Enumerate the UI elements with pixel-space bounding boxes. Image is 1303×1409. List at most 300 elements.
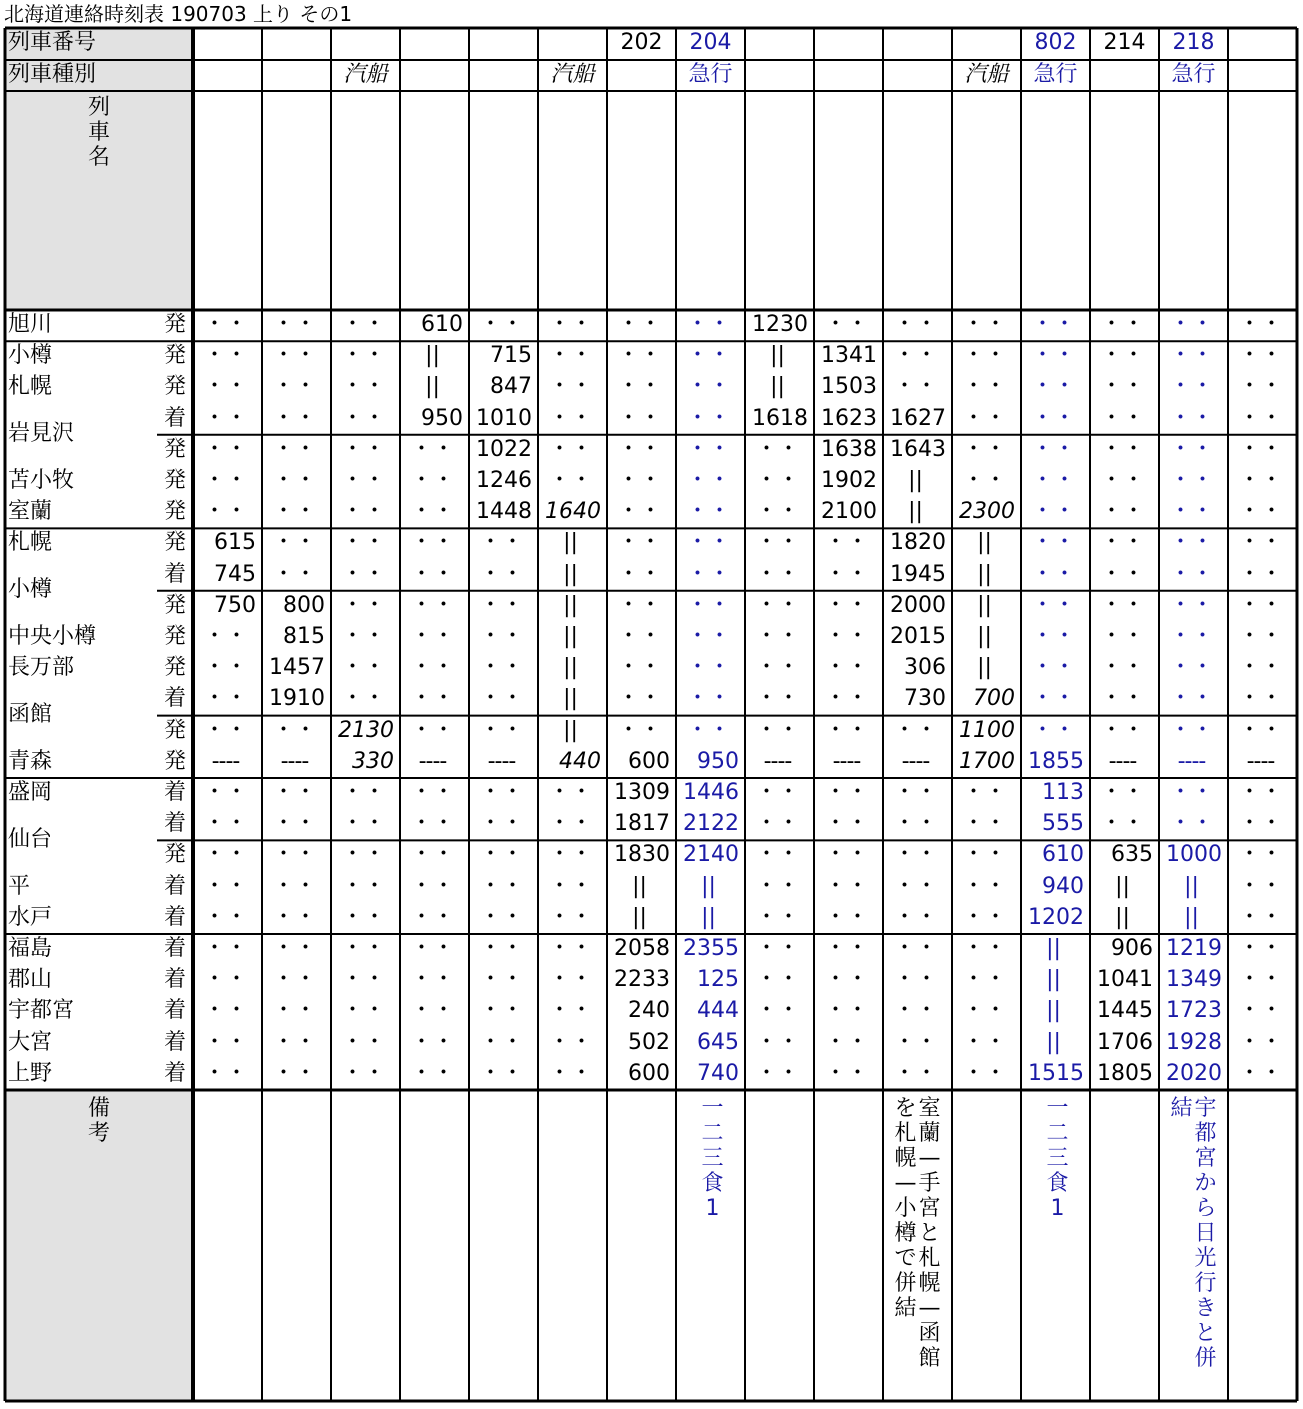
time-cell: ・・ xyxy=(893,780,938,805)
time-cell: 950 xyxy=(697,748,739,774)
time-cell: ・・ xyxy=(479,655,524,681)
arr-dep-marker: 発 xyxy=(163,842,186,868)
time-cell: ・・ xyxy=(686,312,731,337)
time-cell: ・・ xyxy=(1238,1060,1283,1086)
time-cell: ・・ xyxy=(479,624,524,649)
arr-dep-marker: 発 xyxy=(163,530,186,556)
time-cell: ・・ xyxy=(824,1060,869,1086)
station-name: 青森 xyxy=(8,748,53,774)
time-cell: ・・ xyxy=(272,1029,317,1055)
time-cell: ・・ xyxy=(1100,374,1145,400)
time-cell: ・・ xyxy=(272,374,317,400)
time-cell: ・・ xyxy=(1238,655,1283,681)
time-cell: ・・ xyxy=(1100,468,1145,493)
notes-label: 備 考 xyxy=(87,1096,110,1146)
time-cell: 847 xyxy=(490,374,532,400)
time-cell: ・・ xyxy=(410,936,455,961)
time-cell: ・・ xyxy=(272,717,317,743)
time-cell: 113 xyxy=(1042,780,1084,805)
time-cell: || xyxy=(908,468,923,493)
time-cell: 745 xyxy=(214,561,256,587)
time-cell: ・・ xyxy=(617,686,662,712)
time-cell: 635 xyxy=(1111,842,1153,868)
train-type: 急行 xyxy=(688,62,733,87)
time-cell: ・・ xyxy=(755,655,800,681)
time-cell: ・・ xyxy=(1031,312,1076,337)
time-cell: 1041 xyxy=(1097,967,1153,993)
time-cell: 444 xyxy=(697,998,739,1024)
train-number: 202 xyxy=(620,30,663,55)
time-cell: ・・ xyxy=(1238,998,1283,1024)
time-cell: 615 xyxy=(214,530,256,556)
time-cell: 1627 xyxy=(890,405,946,431)
time-cell: ・・ xyxy=(272,561,317,587)
arr-dep-marker: 発 xyxy=(163,499,186,525)
time-cell: ・・ xyxy=(755,1029,800,1055)
time-cell: 1246 xyxy=(476,468,532,493)
time-cell: 1515 xyxy=(1028,1060,1084,1086)
time-cell: ・・ xyxy=(548,873,593,899)
time-cell: ・・ xyxy=(962,780,1007,805)
time-cell: ・・ xyxy=(893,998,938,1024)
time-cell: ・・ xyxy=(824,998,869,1024)
time-cell: ・・ xyxy=(479,1029,524,1055)
time-cell: ・・ xyxy=(1238,1029,1283,1055)
time-cell: ・・ xyxy=(548,998,593,1024)
time-cell: ・・ xyxy=(617,405,662,431)
time-cell: || xyxy=(977,561,992,587)
time-cell: ・・ xyxy=(962,873,1007,899)
time-cell: 610 xyxy=(421,312,463,337)
time-cell: 440 xyxy=(559,748,601,774)
time-cell: ・・ xyxy=(410,561,455,587)
time-cell: ・・ xyxy=(341,499,386,525)
time-cell: ・・ xyxy=(1238,312,1283,337)
time-cell: ・・ xyxy=(548,936,593,961)
time-cell: ・・ xyxy=(203,936,248,961)
time-cell: ・・ xyxy=(962,374,1007,400)
train-number: 204 xyxy=(689,30,732,55)
time-cell: || xyxy=(563,686,578,712)
time-cell: ・・ xyxy=(962,312,1007,337)
time-cell: || xyxy=(1184,873,1199,899)
time-cell: ---- xyxy=(763,748,792,774)
time-cell: ・・ xyxy=(203,998,248,1024)
time-cell: ・・ xyxy=(1169,717,1214,743)
time-cell: ・・ xyxy=(1238,343,1283,369)
time-cell: ・・ xyxy=(893,936,938,961)
time-cell: ・・ xyxy=(1238,592,1283,618)
time-cell: ・・ xyxy=(1238,936,1283,961)
time-cell: ・・ xyxy=(203,904,248,930)
station-name: 上野 xyxy=(8,1060,53,1086)
train-type: 汽船 xyxy=(964,62,1009,87)
time-cell: ・・ xyxy=(824,1029,869,1055)
train-type: 汽船 xyxy=(343,62,388,87)
time-cell: ・・ xyxy=(410,780,455,805)
time-cell: ・・ xyxy=(203,655,248,681)
time-cell: 502 xyxy=(628,1029,670,1055)
time-cell: 555 xyxy=(1042,811,1084,837)
time-cell: ・・ xyxy=(410,436,455,462)
time-cell: 800 xyxy=(283,592,325,618)
time-cell: ・・ xyxy=(272,312,317,337)
time-cell: ・・ xyxy=(686,717,731,743)
time-cell: ・・ xyxy=(548,842,593,868)
time-cell: ・・ xyxy=(824,561,869,587)
time-cell: ・・ xyxy=(479,530,524,556)
time-cell: || xyxy=(1046,967,1061,993)
time-cell: || xyxy=(1046,1029,1061,1055)
time-cell: ・・ xyxy=(1100,686,1145,712)
time-cell: ・・ xyxy=(410,998,455,1024)
time-cell: ・・ xyxy=(617,436,662,462)
time-cell: ・・ xyxy=(203,717,248,743)
time-cell: ・・ xyxy=(824,592,869,618)
time-cell: ---- xyxy=(280,748,309,774)
time-cell: || xyxy=(563,655,578,681)
time-cell: 1945 xyxy=(890,561,946,587)
time-cell: ・・ xyxy=(824,312,869,337)
time-cell: 1022 xyxy=(476,436,532,462)
time-cell: ・・ xyxy=(410,499,455,525)
time-cell: ・・ xyxy=(479,717,524,743)
time-cell: ・・ xyxy=(410,686,455,712)
time-cell: || xyxy=(1115,904,1130,930)
time-cell: ・・ xyxy=(272,967,317,993)
time-cell: 125 xyxy=(697,967,739,993)
time-cell: || xyxy=(977,624,992,649)
time-cell: ・・ xyxy=(617,655,662,681)
time-cell: 950 xyxy=(421,405,463,431)
time-cell: ・・ xyxy=(617,592,662,618)
time-cell: ・・ xyxy=(203,1060,248,1086)
time-cell: ・・ xyxy=(1031,343,1076,369)
time-cell: ・・ xyxy=(1238,530,1283,556)
time-cell: ・・ xyxy=(272,499,317,525)
time-cell: ・・ xyxy=(617,717,662,743)
time-cell: ---- xyxy=(487,748,516,774)
time-cell: ・・ xyxy=(893,811,938,837)
time-cell: ・・ xyxy=(341,1029,386,1055)
time-cell: ・・ xyxy=(272,904,317,930)
time-cell: ・・ xyxy=(341,468,386,493)
time-cell: ・・ xyxy=(203,312,248,337)
time-cell: ・・ xyxy=(1169,405,1214,431)
time-cell: ・・ xyxy=(548,374,593,400)
time-cell: ・・ xyxy=(1100,343,1145,369)
arr-dep-marker: 発 xyxy=(163,655,186,681)
train-number: 802 xyxy=(1034,30,1077,55)
time-cell: ・・ xyxy=(479,998,524,1024)
train-type-label: 列車種別 xyxy=(8,62,97,87)
time-cell: ・・ xyxy=(1169,343,1214,369)
time-cell: ・・ xyxy=(962,967,1007,993)
time-cell: ・・ xyxy=(1238,717,1283,743)
time-cell: || xyxy=(1046,998,1061,1024)
time-cell: ・・ xyxy=(203,374,248,400)
time-cell: ・・ xyxy=(548,967,593,993)
time-cell: 2355 xyxy=(683,936,739,961)
time-cell: ・・ xyxy=(1238,811,1283,837)
time-cell: ・・ xyxy=(1100,312,1145,337)
time-cell: || xyxy=(563,717,578,743)
time-cell: ・・ xyxy=(1169,499,1214,525)
time-cell: ・・ xyxy=(1238,405,1283,431)
time-cell: ・・ xyxy=(824,655,869,681)
time-cell: ・・ xyxy=(203,405,248,431)
time-cell: ---- xyxy=(1177,748,1206,774)
time-cell: ---- xyxy=(211,748,240,774)
time-cell: 1010 xyxy=(476,405,532,431)
time-cell: 1202 xyxy=(1028,904,1084,930)
time-cell: ・・ xyxy=(341,904,386,930)
arr-dep-marker: 発 xyxy=(163,717,186,743)
station-name: 福島 xyxy=(8,936,53,961)
time-cell: 1219 xyxy=(1166,936,1222,961)
time-cell: ・・ xyxy=(1238,842,1283,868)
time-cell: 1640 xyxy=(545,499,601,525)
time-cell: ・・ xyxy=(1169,561,1214,587)
time-cell: ・・ xyxy=(272,873,317,899)
time-cell: ・・ xyxy=(824,717,869,743)
time-cell: 1706 xyxy=(1097,1029,1153,1055)
arr-dep-marker: 着 xyxy=(163,405,186,431)
time-cell: ・・ xyxy=(341,312,386,337)
time-cell: ・・ xyxy=(341,873,386,899)
page-title: 北海道連絡時刻表 190703 上り その1 xyxy=(4,2,353,26)
train-type: 急行 xyxy=(1033,62,1078,87)
time-cell: ・・ xyxy=(755,842,800,868)
time-cell: || xyxy=(563,592,578,618)
time-cell: ・・ xyxy=(617,499,662,525)
time-cell: ・・ xyxy=(686,624,731,649)
time-cell: ・・ xyxy=(1100,436,1145,462)
arr-dep-marker: 着 xyxy=(163,936,186,961)
time-cell: || xyxy=(632,904,647,930)
time-cell: ・・ xyxy=(203,811,248,837)
time-cell: ・・ xyxy=(686,436,731,462)
time-cell: ・・ xyxy=(1031,592,1076,618)
time-cell: 1700 xyxy=(959,748,1015,774)
time-cell: ・・ xyxy=(824,904,869,930)
time-cell: ・・ xyxy=(548,1029,593,1055)
time-cell: 2300 xyxy=(959,499,1015,525)
time-cell: 1817 xyxy=(614,811,670,837)
time-cell: ・・ xyxy=(1031,717,1076,743)
time-cell: ・・ xyxy=(962,1029,1007,1055)
station-name: 札幌 xyxy=(8,530,53,556)
arr-dep-marker: 発 xyxy=(163,436,186,462)
time-cell: ・・ xyxy=(893,967,938,993)
time-cell: 1910 xyxy=(269,686,325,712)
time-cell: || xyxy=(770,343,785,369)
time-cell: || xyxy=(632,873,647,899)
time-cell: ・・ xyxy=(203,780,248,805)
arr-dep-marker: 着 xyxy=(163,561,186,587)
time-cell: ・・ xyxy=(755,811,800,837)
time-cell: 1100 xyxy=(959,717,1015,743)
train-note: 一 二 三 食 1 xyxy=(1046,1096,1069,1221)
time-cell: ・・ xyxy=(1169,624,1214,649)
train-number-label: 列車番号 xyxy=(8,30,97,55)
time-cell: ・・ xyxy=(824,686,869,712)
time-cell: ・・ xyxy=(755,624,800,649)
time-cell: ・・ xyxy=(1031,655,1076,681)
time-cell: ・・ xyxy=(1169,655,1214,681)
time-cell: || xyxy=(1184,904,1199,930)
station-name: 盛岡 xyxy=(8,780,53,805)
time-cell: 2020 xyxy=(1166,1060,1222,1086)
time-cell: ・・ xyxy=(755,936,800,961)
time-cell: 906 xyxy=(1111,936,1153,961)
time-cell: ・・ xyxy=(1238,436,1283,462)
time-cell: ・・ xyxy=(1238,967,1283,993)
time-cell: 1457 xyxy=(269,655,325,681)
time-cell: || xyxy=(908,499,923,525)
time-cell: 645 xyxy=(697,1029,739,1055)
station-name: 室蘭 xyxy=(8,499,53,525)
time-cell: 1638 xyxy=(821,436,877,462)
time-cell: 2058 xyxy=(614,936,670,961)
time-cell: ・・ xyxy=(1238,904,1283,930)
time-cell: ・・ xyxy=(272,530,317,556)
time-cell: ・・ xyxy=(203,468,248,493)
time-cell: ---- xyxy=(1108,748,1137,774)
time-cell: ・・ xyxy=(1169,686,1214,712)
arr-dep-marker: 着 xyxy=(163,1029,186,1055)
time-cell: ・・ xyxy=(272,780,317,805)
time-cell: 1928 xyxy=(1166,1029,1222,1055)
time-cell: ・・ xyxy=(1169,530,1214,556)
time-cell: ・・ xyxy=(1100,405,1145,431)
time-cell: ・・ xyxy=(1169,374,1214,400)
time-cell: ・・ xyxy=(1031,686,1076,712)
time-cell: ・・ xyxy=(686,343,731,369)
arr-dep-marker: 着 xyxy=(163,780,186,805)
time-cell: 730 xyxy=(904,686,946,712)
time-cell: ・・ xyxy=(824,530,869,556)
time-cell: ・・ xyxy=(341,592,386,618)
time-cell: ・・ xyxy=(548,904,593,930)
time-cell: ・・ xyxy=(203,499,248,525)
arr-dep-marker: 発 xyxy=(163,592,186,618)
time-cell: ・・ xyxy=(617,624,662,649)
arr-dep-marker: 着 xyxy=(163,998,186,1024)
time-cell: ・・ xyxy=(410,717,455,743)
time-cell: ・・ xyxy=(1169,780,1214,805)
time-cell: ・・ xyxy=(1238,561,1283,587)
time-cell: ・・ xyxy=(1238,780,1283,805)
time-cell: ・・ xyxy=(548,811,593,837)
train-note: 宇 都 宮 か ら 日 光 行 き と 併 結 xyxy=(1170,1096,1217,1371)
time-cell: ・・ xyxy=(962,436,1007,462)
time-cell: 2015 xyxy=(890,624,946,649)
train-number: 214 xyxy=(1103,30,1146,55)
time-cell: 610 xyxy=(1042,842,1084,868)
time-cell: ・・ xyxy=(824,842,869,868)
train-type: 汽船 xyxy=(550,62,595,87)
time-cell: ・・ xyxy=(341,561,386,587)
time-cell: ・・ xyxy=(341,686,386,712)
arr-dep-marker: 発 xyxy=(163,343,186,369)
time-cell: ---- xyxy=(901,748,930,774)
time-cell: 306 xyxy=(904,655,946,681)
time-cell: ・・ xyxy=(1238,468,1283,493)
station-name: 中央小樽 xyxy=(8,624,97,649)
time-cell: ・・ xyxy=(1100,624,1145,649)
time-cell: ・・ xyxy=(272,1060,317,1086)
time-cell: ・・ xyxy=(755,686,800,712)
time-cell: ・・ xyxy=(1238,686,1283,712)
time-cell: || xyxy=(1115,873,1130,899)
time-cell: ・・ xyxy=(686,561,731,587)
time-cell: 240 xyxy=(628,998,670,1024)
time-cell: ・・ xyxy=(1031,499,1076,525)
time-cell: ・・ xyxy=(410,904,455,930)
time-cell: 2000 xyxy=(890,592,946,618)
time-cell: ・・ xyxy=(341,436,386,462)
train-note: 一 二 三 食 1 xyxy=(701,1096,724,1221)
time-cell: 1445 xyxy=(1097,998,1153,1024)
time-cell: 1618 xyxy=(752,405,808,431)
time-cell: ・・ xyxy=(1238,499,1283,525)
station-name: 苫小牧 xyxy=(8,468,75,493)
time-cell: ・・ xyxy=(341,811,386,837)
time-cell: ・・ xyxy=(341,374,386,400)
time-cell: ・・ xyxy=(479,312,524,337)
time-cell: ・・ xyxy=(755,530,800,556)
time-cell: 940 xyxy=(1042,873,1084,899)
time-cell: 1723 xyxy=(1166,998,1222,1024)
time-cell: 740 xyxy=(697,1060,739,1086)
time-cell: ・・ xyxy=(410,811,455,837)
time-cell: ・・ xyxy=(410,873,455,899)
time-cell: ・・ xyxy=(686,405,731,431)
time-cell: ・・ xyxy=(1031,561,1076,587)
time-cell: ・・ xyxy=(755,468,800,493)
time-cell: ・・ xyxy=(548,780,593,805)
time-cell: ・・ xyxy=(272,998,317,1024)
arr-dep-marker: 着 xyxy=(163,967,186,993)
time-cell: ・・ xyxy=(893,1060,938,1086)
time-cell: ・・ xyxy=(824,624,869,649)
train-number: 218 xyxy=(1172,30,1215,55)
time-cell: ・・ xyxy=(686,468,731,493)
time-cell: ・・ xyxy=(893,312,938,337)
time-cell: ・・ xyxy=(755,904,800,930)
time-cell: ・・ xyxy=(893,842,938,868)
arr-dep-marker: 着 xyxy=(163,873,186,899)
time-cell: 715 xyxy=(490,343,532,369)
time-cell: 600 xyxy=(628,1060,670,1086)
time-cell: ・・ xyxy=(203,624,248,649)
time-cell: ・・ xyxy=(272,811,317,837)
time-cell: ・・ xyxy=(1169,312,1214,337)
time-cell: ・・ xyxy=(962,1060,1007,1086)
time-cell: ・・ xyxy=(479,811,524,837)
station-name: 函館 xyxy=(8,702,53,727)
time-cell: ・・ xyxy=(341,967,386,993)
time-cell: || xyxy=(701,904,716,930)
station-name: 札幌 xyxy=(8,374,53,400)
time-cell: ・・ xyxy=(962,998,1007,1024)
time-cell: ・・ xyxy=(1100,530,1145,556)
time-cell: ・・ xyxy=(1100,717,1145,743)
time-cell: ・・ xyxy=(203,967,248,993)
time-cell: 2140 xyxy=(683,842,739,868)
arr-dep-marker: 着 xyxy=(163,1060,186,1086)
